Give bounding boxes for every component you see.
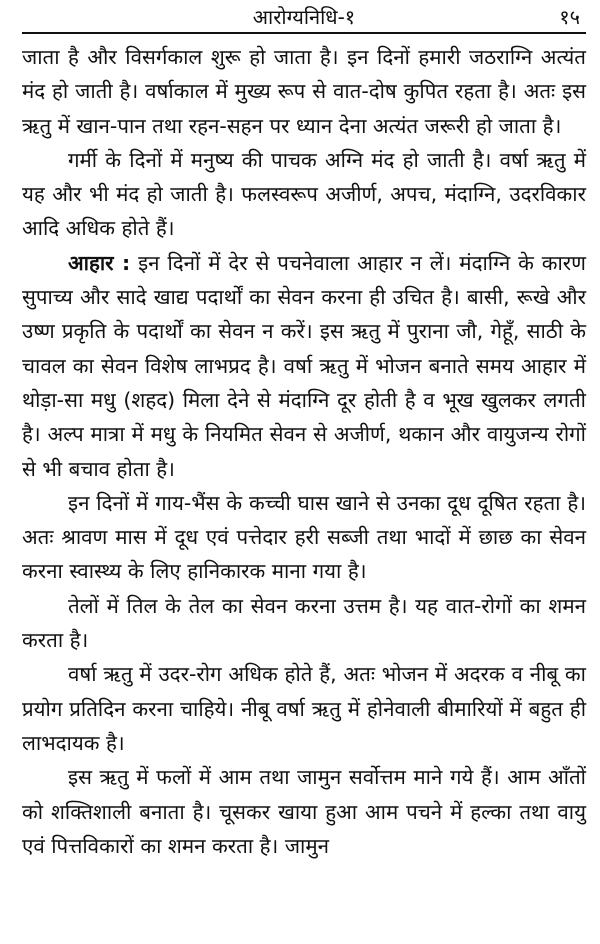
paragraph-1-text: जाता है और विसर्गकाल शुरू हो जाता है। इन दिनों हमारी जठराग्नि अत्यंत मंद हो जाती है। वर्षाकाल में मुख्य रूप से वात-दोष कुपित रहता है। अतः इस ऋतु में खान-पान तथा रहन-सहन पर ध्यान देना अत्यंत जरूरी हो जाता है। [22,45,586,138]
paragraph-7-text: इस ऋतु में फलों में आम तथा जामुन सर्वोत्तम माने गये हैं। आम आँतों को शक्तिशाली बनाता है। चूसकर खाया हुआ आम पचने में हल्का तथा वायु एवं पित्तविकारों का शमन करता है। जामुन [22,765,586,858]
paragraph-5-text: तेलों में तिल के तेल का सेवन करना उत्तम है। यह वात-रोगों का शमन करता है। [22,593,586,653]
page-header [22,0,586,34]
page-number: १५ [559,5,580,29]
paragraph-2-text: गर्मी के दिनों में मनुष्य की पाचक अग्नि मंद हो जाती है। वर्षा ऋतु में यह और भी मंद हो जाती है। फलस्वरूप अजीर्ण, अपच, मंदाग्नि, उदरविकार आदि अधिक होते हैं। [22,147,586,241]
paragraph-5 [22,589,586,658]
paragraph-2 [22,143,586,246]
running-title: आरोग्यनिधि-१ [252,5,356,29]
paragraph-4 [22,486,586,589]
paragraph-3-text: इन दिनों में देर से पचनेवाला आहार न लें। मंदाग्नि के कारण सुपाच्य और सादे खाद्य पदार्थों का सेवन करना ही उचित है। बासी, रूखे और उष्ण प्रकृति के पदार्थों का सेवन न करें। इस ऋतु में पुराना जौ, गेहूँ, साठी के चावल का सेवन विशेष लाभप्रद है। वर्षा ऋतु में भोजन बनाते समय आहार में थोड़ा-सा मधु (शहद) मिला देने से मंदाग्नि दूर होती है व भूख खुलकर लगती है। अल्प मात्रा में मधु के नियमित सेवन से अजीर्ण, थकान और वायुजन्य रोगों से भी बचाव होता है। [22,250,586,481]
paragraph-7 [22,760,586,863]
paragraph-6-text: वर्षा ऋतु में उदर-रोग अधिक होते हैं, अतः भोजन में अदरक व नीबू का प्रयोग प्रतिदिन करना चाहिये। नीबू वर्षा ऋतु में होनेवाली बीमारियों में बहुत ही लाभदायक है। [22,662,586,755]
paragraph-4-text: इन दिनों में गाय-भैंस के कच्ची घास खाने से उनका दूध दूषित रहता है। अतः श्रावण मास में दूध एवं पत्तेदार हरी सब्जी तथा भादों में छाछ का सेवन करना स्वास्थ्य के लिए हानिकारक माना गया है। [22,490,586,584]
page-body [22,34,586,863]
section-label-aahar: आहार : [68,250,131,275]
paragraph-3 [22,246,586,486]
paragraph-1 [22,40,586,143]
paragraph-6 [22,657,586,760]
